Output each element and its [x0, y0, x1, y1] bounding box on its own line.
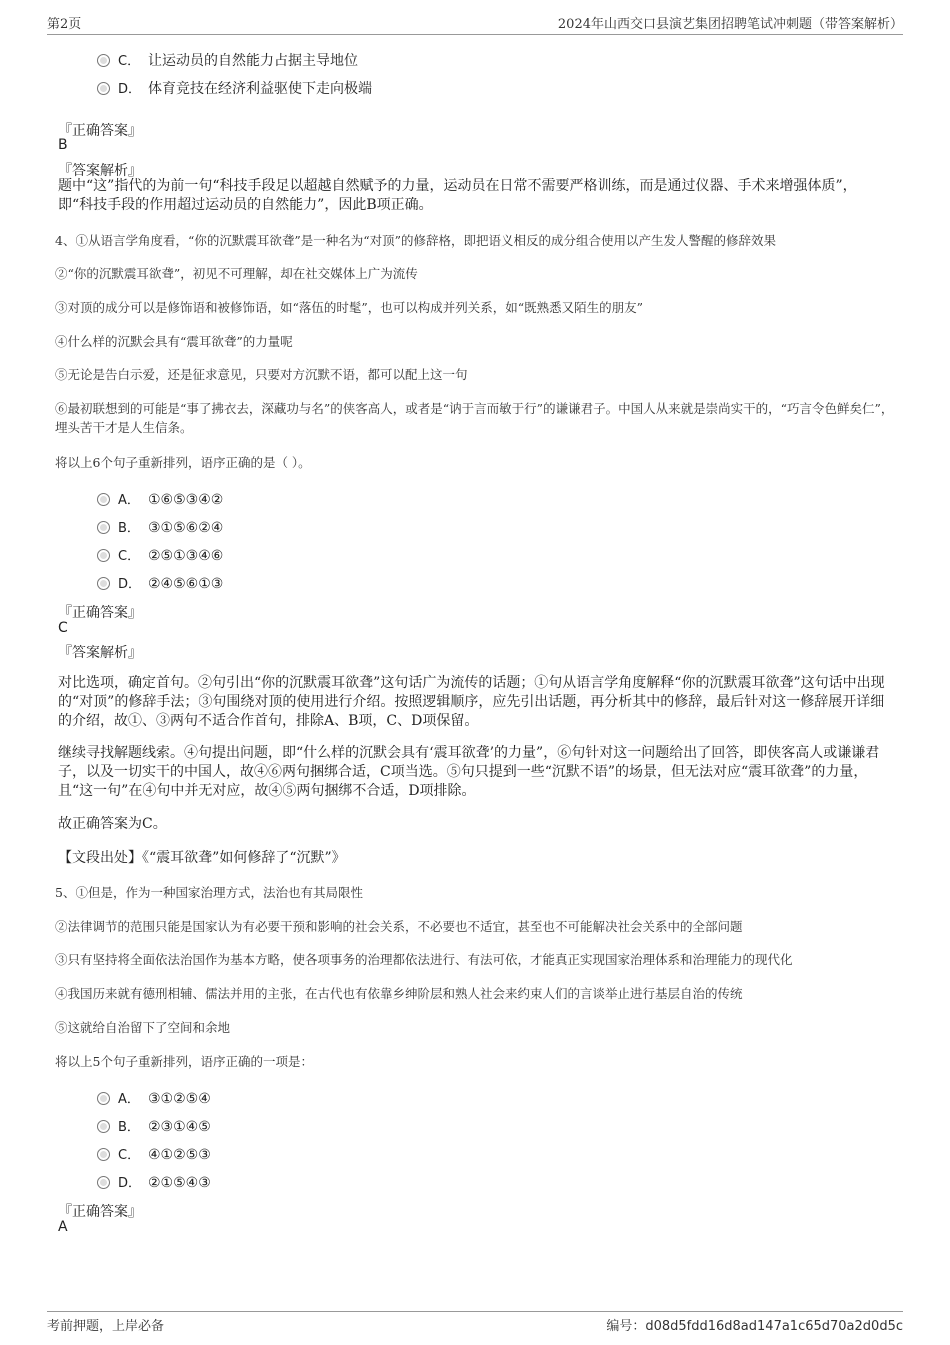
q4-option-d[interactable]: D． ②④⑤⑥①③ [97, 573, 223, 592]
document-title: 2024年山西交口县演艺集团招聘笔试冲刺题（带答案解析） [557, 17, 903, 32]
q4-answer: C [58, 620, 68, 636]
radio-icon[interactable] [97, 1176, 110, 1189]
footer-slogan: 考前押题，上岸必备 [47, 1319, 165, 1334]
q4-line-3: ③对顶的成分可以是修饰语和被修饰语，如“落伍的时髦”，也可以构成并列关系，如“既熟悉又陌生的朋友” [55, 300, 644, 315]
q5-answer: A [58, 1219, 68, 1235]
q4-line-1: 4、①从语言学角度看，“你的沉默震耳欲聋”是一种名为“对顶”的修辞格，即把语义相反的成分组合使用以产生发人警醒的修辞效果 [55, 233, 777, 248]
q4-prompt: 将以上6个句子重新排列，语序正确的是（ ）。 [55, 455, 311, 470]
q4-source: 【文段出处】《“震耳欲聋”如何修辞了“沉默”》 [58, 850, 346, 866]
radio-icon[interactable] [97, 521, 110, 534]
q3-analysis: 题中“这”指代的为前一句“科技手段足以超越自然赋予的力量，运动员在日常不需要严格训练，而是通过仪器、手术来增强体质”，即“科技手段的作用超过运动员的自然能力”，因此B项正确。 [58, 178, 857, 213]
q3-answer: B [58, 137, 68, 153]
q4-option-b[interactable]: B． ③①⑤⑥②④ [97, 517, 223, 536]
radio-icon[interactable] [97, 549, 110, 562]
q4-analysis-para-2: 继续寻找解题线索。④句提出问题，即“什么样的沉默会具有‘震耳欲聋’的力量”，⑥句针对这一问题给出了回答，即侠客高人或谦谦君子，以及一切实干的中国人，故④⑥两句捆绑合适，C项当选。⑤句只提到一些“沉默不语”的场景，但无法对应“震耳欲聋”的力量，且“这一句”在④句中并无对应，故④⑤两句捆绑不合适，D项排除。 [58, 745, 880, 799]
q4-analysis-label: 『答案解析』 [58, 645, 142, 661]
q5-line-4: ④我国历来就有德刑相辅、儒法并用的主张，在古代也有依靠乡绅阶层和熟人社会来约束人们的言谈举止进行基层自治的传统 [55, 986, 743, 1001]
q4-answer-label: 『正确答案』 [58, 605, 142, 621]
q5-prompt: 将以上5个句子重新排列，语序正确的一项是： [55, 1054, 313, 1069]
q4-analysis-para-1: 对比选项，确定首句。②句引出“你的沉默震耳欲聋”这句话广为流传的话题；①句从语言学角度解释“你的沉默震耳欲聋”这句话中出现的“对顶”的修辞手法；③句围绕对顶的使用进行介绍。按照逻辑顺序，应先引出话题，再分析其中的修辞，最后针对这一修辞展开详细的介绍，故①、③两句不适合作首句，排除A、B项，C、D项保留。 [58, 675, 885, 729]
radio-icon[interactable] [97, 1092, 110, 1105]
q4-line-6: ⑥最初联想到的可能是“事了拂衣去，深藏功与名”的侠客高人，或者是“讷于言而敏于行”的谦谦君子。中国人从来就是崇尚实干的，“巧言令色鲜矣仁”，埋头苦干才是人生信条。 [55, 401, 894, 435]
q5-option-a[interactable]: A． ③①②⑤④ [97, 1088, 211, 1107]
radio-icon[interactable] [97, 493, 110, 506]
q5-option-c[interactable]: C． ④①②⑤③ [97, 1144, 211, 1163]
q5-line-1: 5、①但是，作为一种国家治理方式，法治也有其局限性 [55, 885, 363, 900]
q3-option-c[interactable]: C． 让运动员的自然能力占据主导地位 [97, 50, 358, 70]
radio-icon[interactable] [97, 82, 110, 95]
q3-answer-label: 『正确答案』 [58, 123, 142, 139]
page-number: 第2页 [47, 17, 82, 32]
q3-option-d[interactable]: D． 体育竞技在经济利益驱使下走向极端 [97, 78, 372, 98]
q4-line-4: ④什么样的沉默会具有“震耳欲聋”的力量呢 [55, 334, 293, 349]
q4-option-a[interactable]: A． ①⑥⑤③④② [97, 489, 223, 508]
footer-code: 编号：d08d5fdd16d8ad147a1c65d70a2d0d5c [606, 1319, 903, 1334]
q4-line-5: ⑤无论是告白示爱，还是征求意见，只要对方沉默不语，都可以配上这一句 [55, 367, 468, 382]
q5-answer-label: 『正确答案』 [58, 1204, 142, 1220]
q3-analysis-label: 『答案解析』 [58, 163, 142, 179]
q4-line-2: ②“你的沉默震耳欲聋”，初见不可理解，却在社交媒体上广为流传 [55, 266, 418, 281]
radio-icon[interactable] [97, 577, 110, 590]
page-footer [47, 1311, 903, 1334]
radio-icon[interactable] [97, 1148, 110, 1161]
q4-option-c[interactable]: C． ②⑤①③④⑥ [97, 545, 223, 564]
page-header [47, 10, 903, 35]
radio-icon[interactable] [97, 1120, 110, 1133]
radio-icon[interactable] [97, 54, 110, 67]
q5-line-5: ⑤这就给自治留下了空间和余地 [55, 1020, 231, 1035]
q5-option-b[interactable]: B． ②③①④⑤ [97, 1116, 211, 1135]
q5-option-d[interactable]: D． ②①⑤④③ [97, 1172, 211, 1191]
q4-analysis-para-3: 故正确答案为C。 [58, 816, 167, 832]
q5-line-3: ③只有坚持将全面依法治国作为基本方略，使各项事务的治理都依法进行、有法可依，才能真正实现国家治理体系和治理能力的现代化 [55, 952, 793, 967]
q5-line-2: ②法律调节的范围只能是国家认为有必要干预和影响的社会关系，不必要也不适宜，甚至也不可能解决社会关系中的全部问题 [55, 919, 743, 934]
